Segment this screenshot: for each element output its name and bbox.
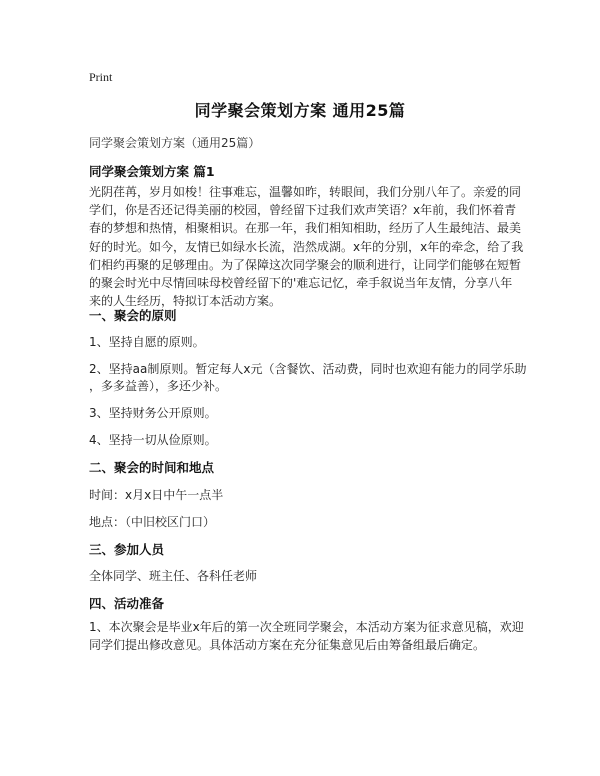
intro-line: 光阴荏苒，岁月如梭！往事难忘，温馨如昨，转眼间，我们分别八年了。亲爱的同 [89,185,522,199]
preparation-paragraph [89,618,524,654]
intro-line: 学们，你是否还记得美丽的校园，曾经留下过我们欢声笑语？x年前，我们怀着青 [89,203,517,218]
print-link[interactable]: Print [89,70,113,84]
participants-text: 全体同学、班主任、各科任老师 [89,569,258,583]
intro-line: 好的时光。如今，友情已如绿水长流，浩然成湖。x年的分别，x年的牵念，给了我 [89,239,524,254]
document-title: 同学聚会策划方案 通用25篇 [194,101,406,120]
preparation-heading: 四、活动准备 [89,596,165,611]
principle-item: 3、坚持财务公开原则。 [89,406,217,420]
time-place-heading: 二、聚会的时间和地点 [89,460,215,475]
principle-item: ，多多益善），多还少补。 [89,379,228,393]
principle-item: 4、坚持一切从俭原则。 [89,433,217,447]
intro-line: 春的梦想和热情，相聚相识。在那一年，我们相知相助，经历了人生最纯洁、最美 [89,221,522,236]
principle-item: 1、坚持自愿的原则。 [89,335,205,349]
meeting-time: 时间：x月x日中午一点半 [89,488,224,502]
section-heading: 同学聚会策划方案 篇1 [89,164,215,179]
preparation-line: 同学们提出修改意见。具体活动方案在充分征集意见后由筹备组最后确定。 [89,638,486,653]
intro-line: 来的人生经历，特拟订本活动方案。 [89,294,282,309]
participants-heading: 三、参加人员 [89,542,165,557]
intro-line: 的聚会时光中尽情回味母校曾经留下的'难忘记忆，牵手叙说当年友情，分享八年 [89,276,513,291]
document-subtitle: 同学聚会策划方案（通用25篇） [89,136,261,150]
meeting-place: 地点：（中旧校区门口） [89,515,216,529]
intro-paragraph [89,183,524,310]
principles-heading: 一、聚会的原则 [89,308,177,323]
preparation-line: 1、本次聚会是毕业x年后的第一次全班同学聚会，本活动方案为征求意见稿，欢迎 [89,620,524,634]
intro-line: 们相约再聚的足够理由。为了保障这次同学聚会的顺利进行，让同学们能够在短暂 [89,257,522,272]
principle-item: 2、坚持aa制原则。暂定每人x元（含餐饮、活动费，同时也欢迎有能力的同学乐助 [89,362,527,376]
